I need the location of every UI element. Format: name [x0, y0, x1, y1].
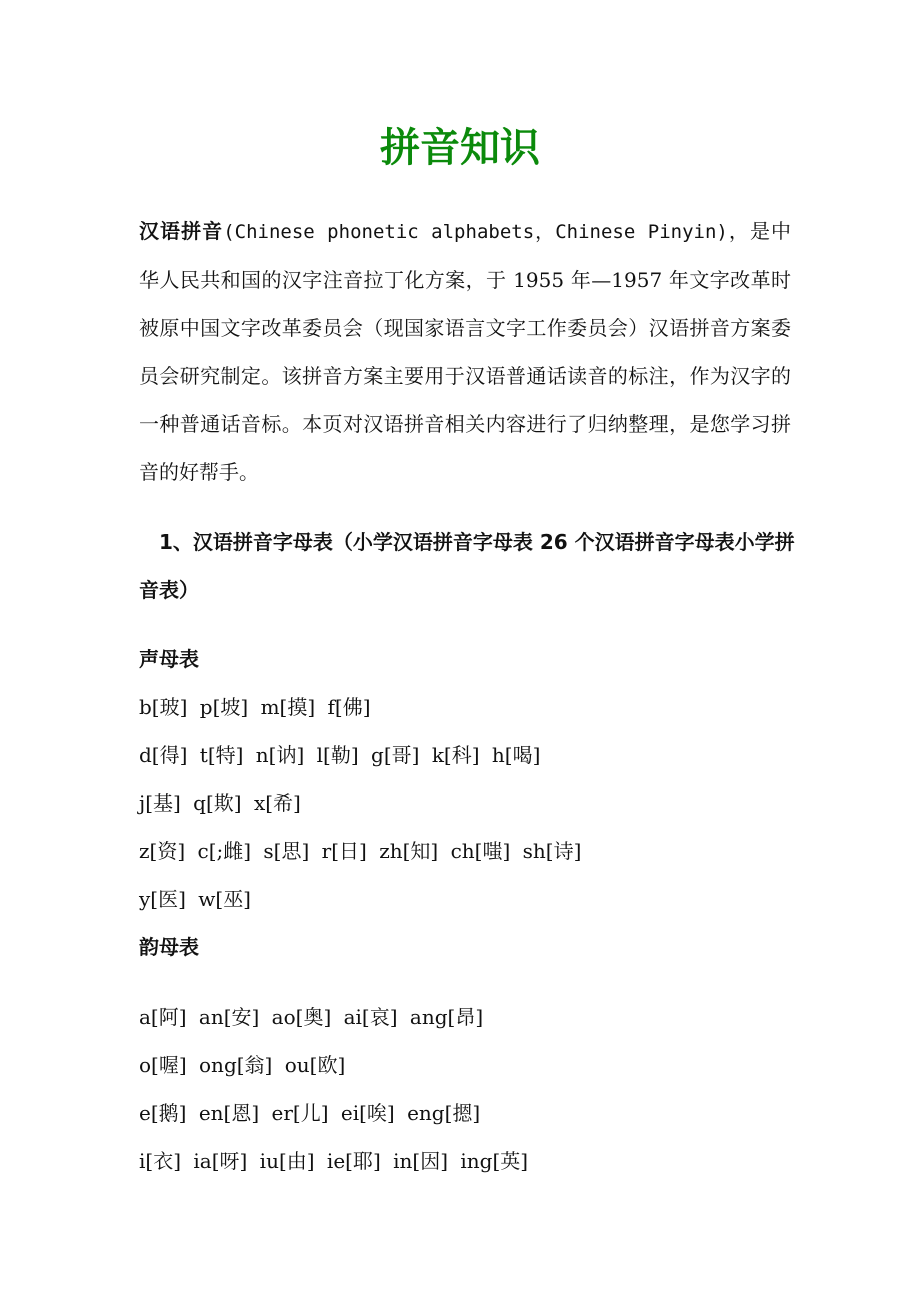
final-item: a[阿] — [139, 1005, 187, 1029]
final-item: i[衣] — [139, 1149, 182, 1173]
final-item: en[恩] — [198, 1101, 260, 1125]
initials-row — [139, 836, 587, 866]
final-item: e[鹅] — [139, 1101, 187, 1125]
initial-item: ch[嗤] — [450, 839, 511, 863]
initial-item: n[讷] — [255, 743, 305, 767]
finals-row — [139, 1002, 489, 1032]
final-item: ou[欧] — [284, 1053, 346, 1077]
intro-body: ，是中华人民共和国的汉字注音拉丁化方案，于 1955 年—1957 年文字改革时被原中国文字改革委员会（现国家语言文字工作委员会）汉语拼音方案委员会研究制定。该拼音方案主要用于汉语普通话读音的标注，作为汉字的一种普通话音标。本页对汉语拼音相关内容进行了归纳整理，是您学习拼音的好帮手。 — [139, 219, 791, 484]
section-1-heading — [139, 518, 799, 614]
final-item: an[安] — [198, 1005, 260, 1029]
initial-item: z[资] — [139, 839, 186, 863]
initial-item: f[佛] — [327, 695, 371, 719]
initial-item: x[希] — [253, 791, 301, 815]
final-item: in[因] — [393, 1149, 449, 1173]
final-item: ei[唉] — [340, 1101, 395, 1125]
initial-item: s[思] — [263, 839, 310, 863]
initial-item: c[;雌] — [197, 839, 252, 863]
final-item: ao[奥] — [271, 1005, 332, 1029]
initial-item: sh[诗] — [522, 839, 582, 863]
final-item: ai[哀] — [343, 1005, 398, 1029]
final-item: iu[由] — [259, 1149, 315, 1173]
final-item: eng[摁] — [407, 1101, 481, 1125]
intro-term: 汉语拼音 — [139, 219, 224, 243]
initials-row — [139, 692, 377, 722]
initial-item: y[医] — [139, 887, 186, 911]
initial-item: r[日] — [321, 839, 367, 863]
final-item: ang[昂] — [409, 1005, 484, 1029]
finals-heading: 韵母表 — [139, 935, 199, 959]
initial-item: h[喝] — [491, 743, 541, 767]
initial-item: g[哥] — [371, 743, 420, 767]
initial-item: k[科] — [431, 743, 480, 767]
final-item: ong[翁] — [199, 1053, 273, 1077]
initial-item: m[摸] — [260, 695, 316, 719]
initial-item: w[巫] — [198, 887, 251, 911]
initials-heading: 声母表 — [139, 647, 199, 671]
initial-item: q[欺] — [193, 791, 242, 815]
section-1-title: 汉语拼音字母表（小学汉语拼音字母表 26 个汉语拼音字母表小学拼音表） — [139, 530, 795, 602]
finals-row — [139, 1050, 351, 1080]
initial-item: l[勒] — [316, 743, 359, 767]
finals-row — [139, 1146, 534, 1176]
finals-row — [139, 1098, 486, 1128]
final-item: ia[呀] — [193, 1149, 248, 1173]
initials-row — [139, 740, 546, 770]
initial-item: b[玻] — [139, 695, 188, 719]
initial-item: j[基] — [139, 791, 181, 815]
initial-item: t[特] — [199, 743, 244, 767]
page-title: 拼音知识 — [380, 125, 540, 171]
intro-english: (Chinese phonetic alphabets，Chinese Pinyin) — [223, 221, 728, 243]
initials-row — [139, 884, 257, 914]
intro-paragraph — [139, 207, 791, 496]
final-item: ing[英] — [460, 1149, 529, 1173]
initials-row — [139, 788, 307, 818]
final-item: ie[耶] — [326, 1149, 381, 1173]
initial-item: p[坡] — [199, 695, 249, 719]
final-item: o[喔] — [139, 1053, 187, 1077]
initial-item: d[得] — [139, 743, 188, 767]
final-item: er[儿] — [271, 1101, 329, 1125]
section-1-number: 1、 — [159, 530, 193, 554]
initial-item: zh[知] — [379, 839, 439, 863]
